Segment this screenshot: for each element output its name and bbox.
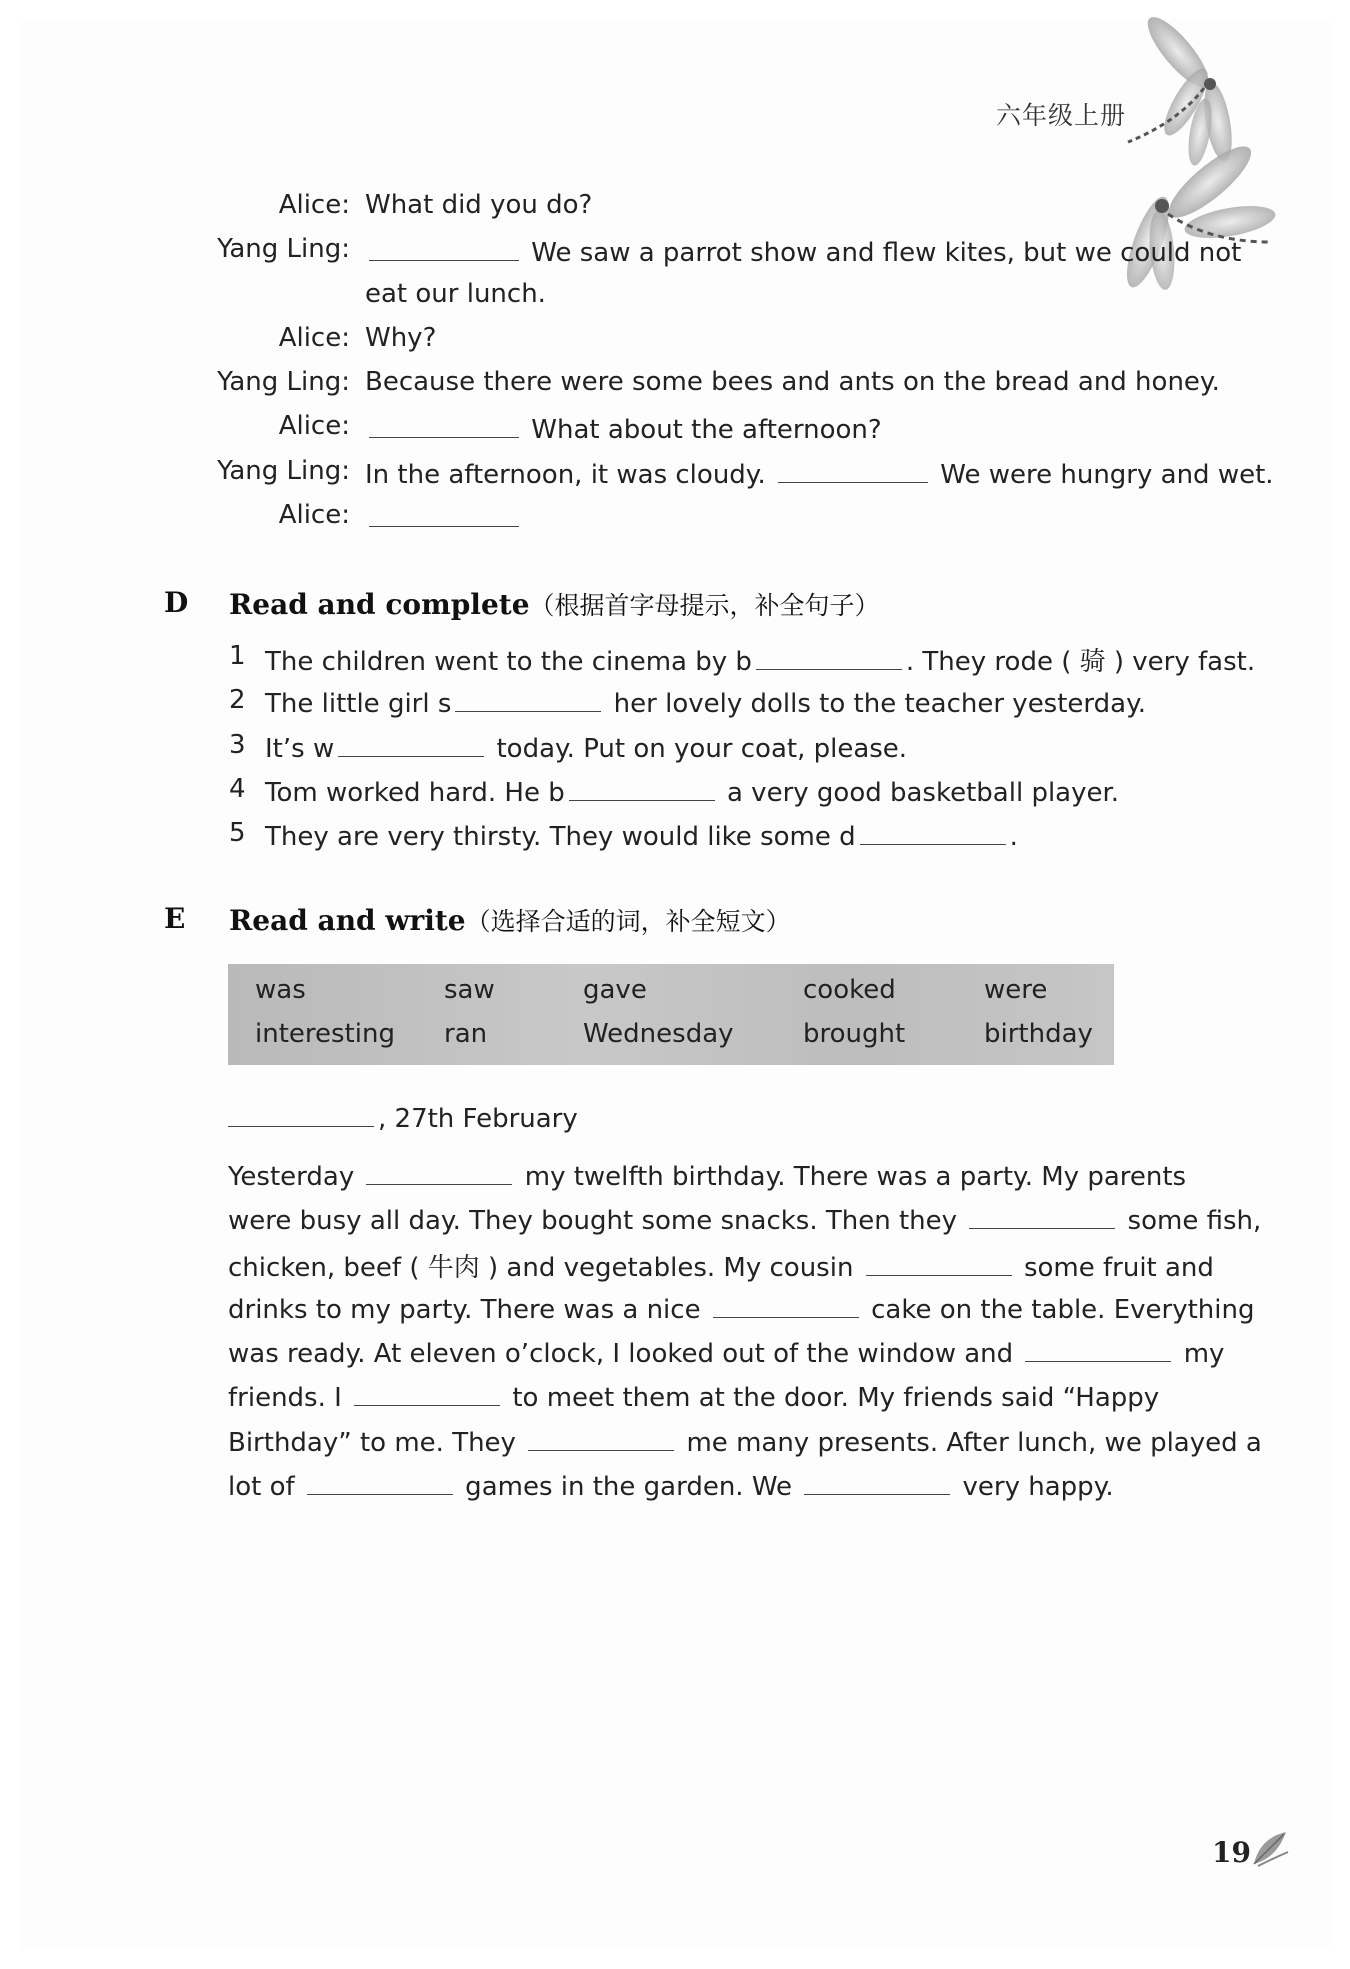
dialogue-line — [0, 367, 1350, 411]
dialogue-line — [0, 234, 1350, 278]
section-d-title: Read and complete（根据首字母提示，补全句子） — [229, 588, 880, 621]
answer-blank[interactable] — [713, 1291, 859, 1318]
dialogue-line — [0, 411, 1350, 455]
answer-blank[interactable] — [369, 234, 519, 261]
speaker: Alice: — [278, 190, 350, 220]
answer-blank[interactable] — [804, 1468, 950, 1495]
item-number: 3 — [229, 729, 246, 760]
item-number: 5 — [229, 818, 246, 849]
speaker: Alice: — [278, 411, 350, 442]
answer-blank[interactable] — [969, 1202, 1115, 1229]
answer-blank[interactable] — [866, 1249, 1012, 1276]
word-bank-word: saw — [444, 975, 495, 1005]
answer-blank[interactable] — [369, 500, 519, 527]
dialogue-line — [0, 500, 1350, 544]
word-bank-word: gave — [583, 975, 647, 1005]
utterance: eat our lunch. — [365, 278, 546, 309]
passage-line: Yesterday my twelfth birthday. There was a party. My parents — [228, 1158, 1228, 1202]
word-bank-word: Wednesday — [583, 1019, 734, 1049]
dialogue — [0, 190, 1350, 544]
word-bank-word: brought — [803, 1019, 906, 1049]
dialogue-line — [0, 323, 1350, 367]
answer-blank[interactable] — [569, 774, 715, 801]
passage-line: drinks to my party. There was a nice cake on the table. Everything — [228, 1291, 1228, 1335]
section-d-letter: D — [164, 586, 189, 619]
word-bank-word: interesting — [255, 1019, 395, 1049]
speaker: Yang Ling: — [217, 234, 350, 265]
list-item: 1 The children went to the cinema by b . They rode ( 骑 ) very fast. — [229, 641, 1256, 677]
utterance: Why? — [365, 322, 437, 353]
word-bank-word: were — [984, 975, 1048, 1005]
item-number: 1 — [229, 641, 246, 671]
item-number: 4 — [229, 773, 246, 804]
section-e-letter: E — [164, 902, 186, 935]
list-item: 5 They are very thirsty. They would like some d . — [229, 818, 1018, 853]
passage-line: were busy all day. They bought some snacks. Then they some fish, — [228, 1202, 1228, 1246]
dialogue-line — [0, 279, 1350, 323]
word-bank-word: was — [255, 975, 306, 1005]
leaf-icon — [1250, 1828, 1290, 1868]
answer-blank[interactable] — [366, 1158, 512, 1185]
speaker: Alice: — [278, 322, 350, 353]
utterance: Because there were some bees and ants on the bread and honey. — [365, 367, 1220, 398]
passage-line: was ready. At eleven o’clock, I looked out of the window and my — [228, 1335, 1228, 1379]
speaker: Yang Ling: — [217, 367, 350, 398]
dialogue-line — [0, 190, 1350, 234]
word-bank-word: cooked — [803, 975, 896, 1005]
utterance — [365, 500, 523, 534]
answer-blank[interactable] — [756, 643, 902, 670]
passage-line: friends. I to meet them at the door. My friends said “Happy — [228, 1379, 1228, 1423]
utterance: We saw a parrot show and flew kites, but we could not — [365, 234, 1241, 268]
list-item: 3 It’s w today. Put on your coat, please. — [229, 729, 908, 764]
answer-blank[interactable] — [1025, 1335, 1171, 1362]
answer-blank[interactable] — [307, 1468, 453, 1495]
passage-line: Birthday” to me. They me many presents. After lunch, we played a — [228, 1424, 1228, 1468]
passage-line: lot of games in the garden. We very happy. — [228, 1468, 1228, 1512]
utterance: What did you do? — [365, 190, 593, 220]
speaker: Alice: — [278, 500, 350, 531]
section-e-title: Read and write（选择合适的词，补全短文） — [229, 904, 791, 937]
answer-blank[interactable] — [778, 456, 928, 483]
grade-label: 六年级上册 — [996, 101, 1127, 130]
answer-blank[interactable] — [455, 685, 601, 712]
answer-blank[interactable] — [369, 411, 519, 438]
list-item: 4 Tom worked hard. He b a very good basketball player. — [229, 773, 1120, 808]
list-item: 2 The little girl s her lovely dolls to the teacher yesterday. — [229, 685, 1147, 720]
answer-blank[interactable] — [860, 818, 1006, 845]
date-line: , 27th February — [228, 1100, 578, 1134]
answer-blank[interactable] — [528, 1424, 674, 1451]
answer-blank[interactable] — [338, 730, 484, 757]
word-bank-word: birthday — [984, 1019, 1093, 1049]
page-number: 19 — [1212, 1836, 1251, 1869]
utterance: What about the afternoon? — [365, 411, 882, 445]
section-d-items — [229, 641, 1256, 862]
speaker: Yang Ling: — [217, 455, 350, 486]
item-number: 2 — [229, 685, 246, 716]
passage — [228, 1158, 1262, 1512]
answer-blank[interactable] — [354, 1379, 500, 1406]
passage-line: chicken, beef ( 牛肉 ) and vegetables. My cousin some fruit and — [228, 1247, 1228, 1291]
word-bank-word: ran — [444, 1019, 488, 1049]
utterance: In the afternoon, it was cloudy. We were hungry and wet. — [365, 456, 1274, 490]
answer-blank[interactable] — [228, 1100, 374, 1127]
word-bank — [228, 964, 1114, 1065]
dialogue-line — [0, 456, 1350, 500]
